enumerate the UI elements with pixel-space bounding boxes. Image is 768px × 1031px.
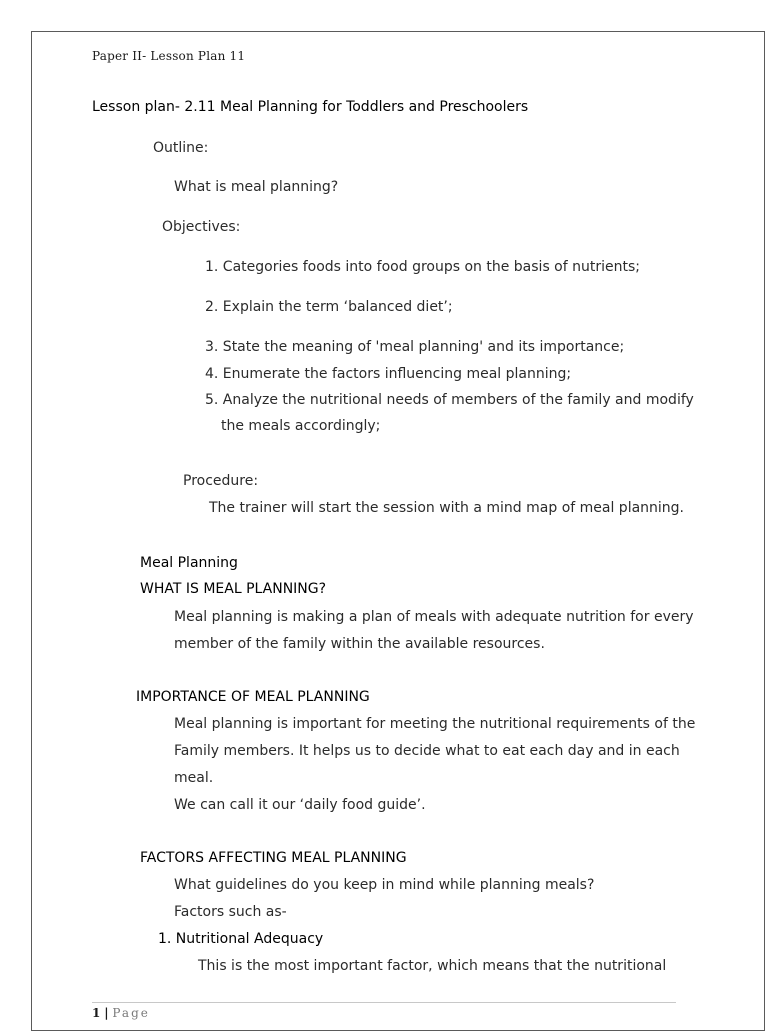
paragraph-line: We can call it our ‘daily food guide’.	[174, 797, 426, 813]
page-number: 1	[92, 1006, 101, 1020]
procedure-text: The trainer will start the session with a mind map of meal planning.	[209, 500, 685, 516]
outline-label: Outline:	[153, 140, 209, 156]
procedure-label: Procedure:	[183, 473, 259, 489]
objective-item: 3. State the meaning of 'meal planning' and its importance;	[205, 339, 625, 355]
paragraph-line: meal.	[174, 770, 214, 786]
paragraph-line: This is the most important factor, which means that the nutritional	[198, 958, 667, 974]
what-is-meal-planning-heading: WHAT IS MEAL PLANNING?	[140, 581, 327, 597]
running-header: Paper II- Lesson Plan 11	[92, 49, 246, 63]
footer-rule	[92, 1002, 676, 1003]
objective-item: 5. Analyze the nutritional needs of members of the family and modify	[205, 392, 694, 408]
objectives-label: Objectives:	[162, 219, 241, 235]
paragraph-line: What guidelines do you keep in mind while planning meals?	[174, 877, 595, 893]
page-separator: |	[104, 1006, 109, 1020]
importance-heading: IMPORTANCE OF MEAL PLANNING	[136, 689, 370, 705]
objective-item: 2. Explain the term ‘balanced diet’;	[205, 299, 453, 315]
page-footer	[92, 1005, 150, 1021]
meal-planning-section-title: Meal Planning	[140, 555, 238, 571]
paragraph-line: Meal planning is important for meeting the nutritional requirements of the	[174, 716, 696, 732]
objective-item: 4. Enumerate the factors influencing meal planning;	[205, 366, 572, 382]
factors-heading: FACTORS AFFECTING MEAL PLANNING	[140, 850, 407, 866]
paragraph-line: member of the family within the available resources.	[174, 636, 545, 652]
outline-text: What is meal planning?	[174, 179, 339, 195]
objective-item: 1. Categories foods into food groups on the basis of nutrients;	[205, 259, 640, 275]
objective-item-continuation: the meals accordingly;	[221, 418, 381, 434]
paragraph-line: Meal planning is making a plan of meals with adequate nutrition for every	[174, 609, 694, 625]
paragraph-line: Factors such as-	[174, 904, 287, 920]
page-label: Page	[112, 1006, 150, 1020]
paragraph-line: Family members. It helps us to decide what to eat each day and in each	[174, 743, 680, 759]
lesson-title: Lesson plan- 2.11 Meal Planning for Toddlers and Preschoolers	[92, 99, 529, 115]
factor-title: 1. Nutritional Adequacy	[158, 931, 324, 947]
